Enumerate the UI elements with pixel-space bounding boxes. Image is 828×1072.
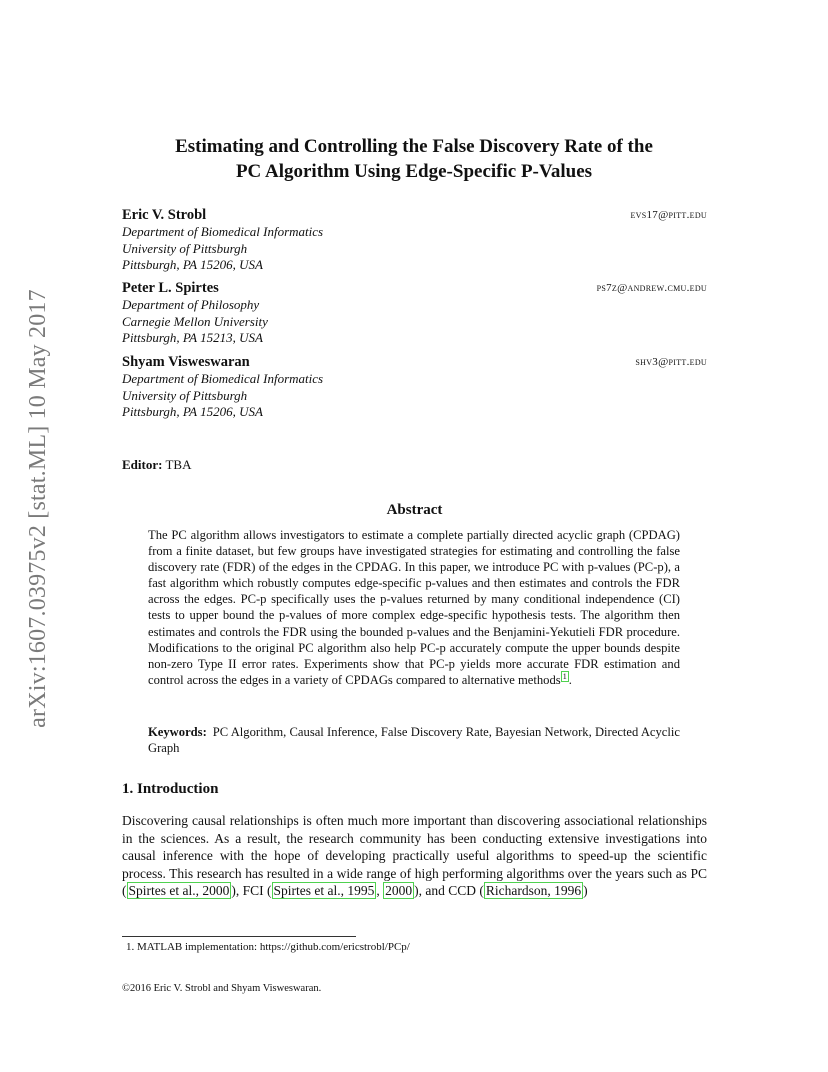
intro-text: Discovering causal relationships is often much more important than discovering associational relationships in the sciences. As a result, the research community has been conducting extensive investigations into causal inference with the hope of developing practically useful algorithms to speed-up the scientific process. This research has resulted in a wide range of high performing algorithms over the years such as PC (	[122, 813, 707, 899]
author-affiliation: Pittsburgh, PA 15206, USA	[122, 257, 263, 272]
author-email[interactable]: evs17@pitt.edu	[630, 209, 707, 221]
abstract-text: The PC algorithm allows investigators to estimate a complete partially directed acyclic graph (CPDAG) from a finite dataset, but few groups have investigated strategies for estimating and controlling the false discovery rate (FDR) of the edges in the CPDAG. In this paper, we introduce PC with p-values (PC-p), a fast algorithm which robustly computes edge-specific p-values and then estimates and controls the FDR across the edges. PC-p specifically uses the p-values returned by many conditional independence (CI) tests to upper bound the p-values of more complex edge-specific hypothesis tests. The algorithm then estimates and controls the FDR using the bounded p-values and the Benjamini-Yekutieli FDR procedure. Modifications to the original PC algorithm also help PC-p accurately compute the upper bounds despite non-zero Type II error rates. Experiments show that PC-p yields more accurate FDR estimation and control across the edges in a variety of CPDAGs compared to alternative methods	[148, 528, 680, 687]
title-line: Estimating and Controlling the False Discovery Rate of the	[175, 136, 653, 157]
abstract-heading: Abstract	[386, 502, 443, 518]
author-affiliation: Pittsburgh, PA 15206, USA	[122, 404, 263, 419]
footnote-divider	[122, 936, 356, 937]
keywords-label: Keywords:	[148, 725, 207, 739]
intro-paragraph	[122, 812, 707, 900]
intro-text: ,	[376, 883, 384, 899]
author-name: Eric V. Strobl	[122, 207, 207, 223]
author-affiliation: Department of Biomedical Informatics	[122, 371, 324, 386]
copyright-notice: ©2016 Eric V. Strobl and Shyam Visweswaran.	[122, 983, 322, 994]
arxiv-identifier	[22, 270, 54, 746]
author-affiliation: Pittsburgh, PA 15213, USA	[122, 330, 263, 345]
author-email[interactable]: shv3@pitt.edu	[635, 356, 707, 368]
author-block	[122, 354, 707, 421]
intro-text: ), FCI (	[231, 883, 272, 899]
author-email[interactable]: ps7z@andrew.cmu.edu	[596, 282, 707, 294]
intro-text: ), and CCD (	[414, 883, 484, 899]
footnote-text: 1. MATLAB implementation: https://github.com/ericstrobl/PCp/	[126, 941, 410, 953]
citation-link[interactable]: Richardson, 1996	[485, 883, 582, 899]
author-affiliation: University of Pittsburgh	[122, 387, 248, 403]
keywords	[148, 724, 680, 756]
citation-link[interactable]: Spirtes et al., 1995	[273, 883, 375, 899]
author-affiliation: Department of Philosophy	[122, 297, 260, 312]
author-name: Shyam Visweswaran	[122, 354, 250, 370]
editor-label: Editor:	[122, 457, 163, 472]
author-affiliation: Department of Biomedical Informatics	[122, 224, 324, 239]
author-name: Peter L. Spirtes	[122, 280, 219, 296]
author-block	[122, 280, 707, 347]
abstract-body	[148, 527, 680, 688]
citation-link[interactable]: Spirtes et al., 2000	[128, 883, 230, 899]
footnote-link[interactable]: 1	[562, 671, 567, 681]
paper-title	[110, 134, 718, 184]
author-affiliation: University of Pittsburgh	[122, 240, 248, 256]
intro-text: )	[583, 883, 588, 899]
author-block	[122, 207, 707, 274]
abstract-end: .	[568, 672, 572, 687]
keywords-text: PC Algorithm, Causal Inference, False Discovery Rate, Bayesian Network, Directed Acyclic Graph	[148, 725, 680, 756]
citation-link[interactable]: 2000	[385, 883, 413, 899]
author-affiliation: Carnegie Mellon University	[122, 313, 268, 329]
arxiv-identifier-text: arXiv:1607.03975v2 [stat.ML] 10 May 2017	[24, 288, 51, 728]
section-heading: 1. Introduction	[122, 781, 219, 797]
editor-value: TBA	[165, 457, 192, 472]
title-line: PC Algorithm Using Edge-Specific P-Values	[235, 161, 593, 182]
editor-line	[122, 457, 191, 473]
